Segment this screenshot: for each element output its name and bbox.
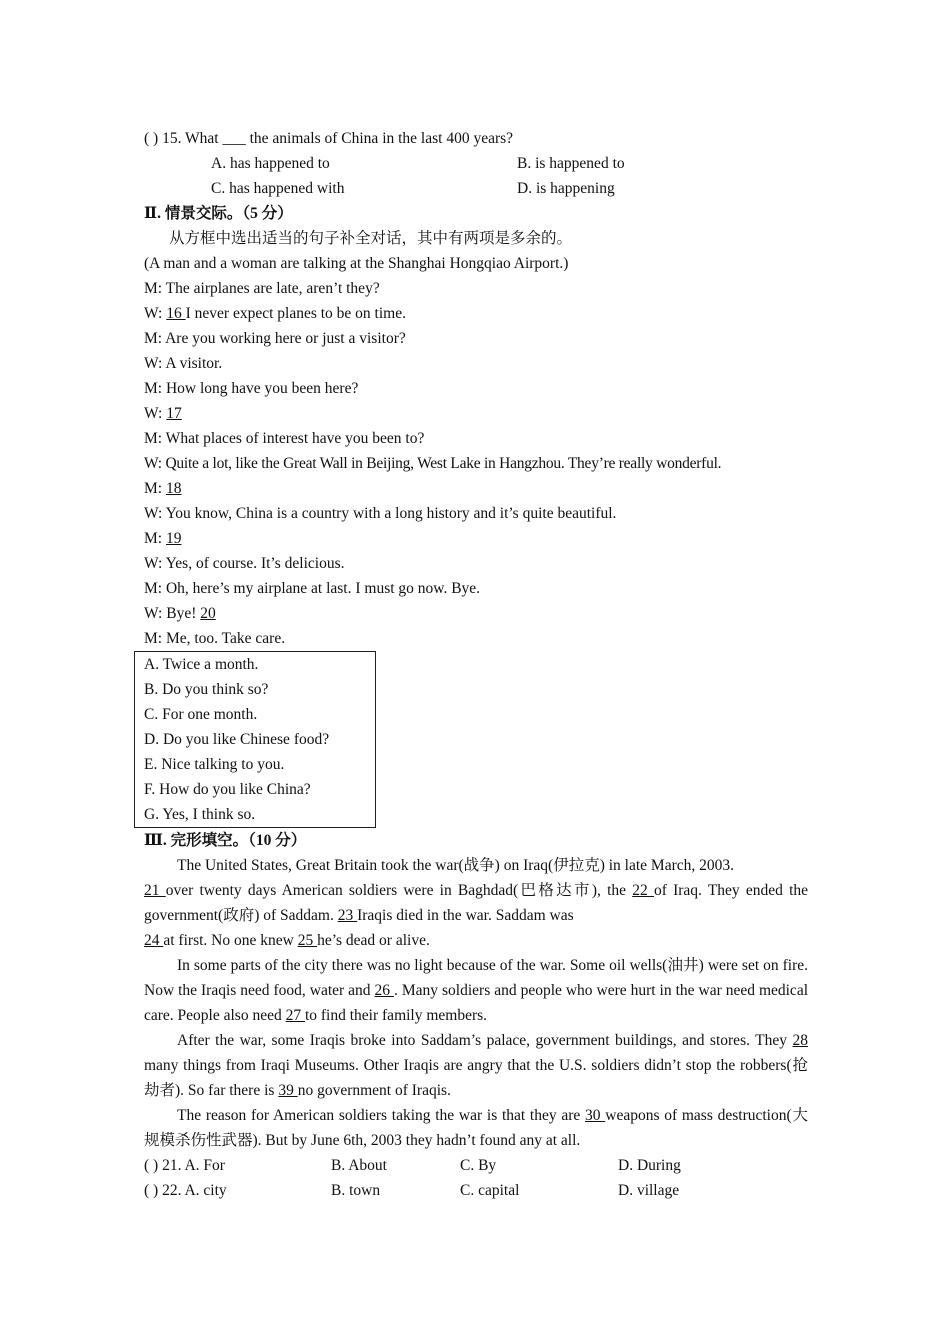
dialogue-line	[144, 301, 808, 326]
passage-text: After the war, some Iraqis broke into Saddam’s palace, government buildings, and stores. They	[177, 1032, 793, 1049]
choice-a: A. Twice a month.	[144, 656, 259, 673]
option-d: D. is happening	[517, 180, 615, 197]
dialogue-line: M: Oh, here’s my airplane at last. I must go now. Bye.	[144, 580, 481, 597]
blank-25: 25	[297, 932, 318, 949]
speaker: W:	[144, 305, 167, 322]
section-2-instruction: 从方框中选出适当的句子补全对话，其中有两项是多余的。	[169, 230, 573, 247]
blank-39: 39	[278, 1082, 298, 1099]
passage-text: Iraqis died in the war. Saddam was	[357, 907, 574, 924]
option-c: C. capital	[460, 1182, 520, 1199]
passage-text: The reason for American soldiers taking the war is that they are	[177, 1107, 586, 1124]
passage-text: In some parts of the city there was no light because of the war. Some oil wells(油井) were set on fire. Now the Iraqis need food, water and	[144, 957, 808, 999]
dialogue-context: (A man and a woman are talking at the Shanghai Hongqiao Airport.)	[144, 255, 569, 272]
speaker: W:	[144, 405, 167, 422]
section-2-title: Ⅱ. 情景交际。（5 分）	[144, 205, 293, 222]
blank-23: 23	[337, 907, 358, 924]
passage-paragraph-4	[144, 1103, 808, 1153]
question-15-stem: ( ) 15. What ___ the animals of China in the last 400 years?	[144, 130, 514, 147]
section-3-title: Ⅲ. 完形填空。（10 分）	[144, 832, 307, 849]
blank-17: 17	[166, 405, 182, 422]
dialogue-line: W: You know, China is a country with a long history and it’s quite beautiful.	[144, 505, 617, 522]
blank-27: 27	[285, 1007, 305, 1024]
dialogue-line: M: The airplanes are late, aren’t they?	[144, 280, 380, 297]
passage-text: of Iraq. They ended the government(政府) of Saddam.	[144, 882, 809, 924]
blank-20: 20	[200, 605, 216, 622]
blank-16: 16	[166, 305, 186, 322]
question-15-options-row-1	[144, 151, 808, 176]
dialogue-line	[144, 526, 808, 551]
choice-g: G. Yes, I think so.	[144, 806, 256, 823]
blank-22: 22	[632, 882, 654, 899]
option-b: B. is happened to	[517, 155, 625, 172]
dialogue-line	[144, 601, 808, 626]
question-21-stem: ( ) 21. A. For	[144, 1157, 225, 1174]
blank-30: 30	[585, 1107, 606, 1124]
passage-text: weapons of mass destruction(大规模杀伤性武器). But by June 6th, 2003 they hadn’t found any at all.	[144, 1107, 808, 1149]
blank-24: 24	[144, 932, 164, 949]
option-b: B. About	[331, 1157, 387, 1174]
option-a: A. has happened to	[211, 155, 330, 172]
speaker: M:	[144, 480, 166, 497]
dialogue-line: M: Are you working here or just a visitor?	[144, 330, 406, 347]
passage-paragraph-1-end	[144, 928, 808, 953]
option-c: C. By	[460, 1157, 497, 1174]
speaker: W: Bye!	[144, 605, 201, 622]
choice-e: E. Nice talking to you.	[144, 756, 285, 773]
question-22-stem: ( ) 22. A. city	[144, 1182, 227, 1199]
option-d: D. During	[618, 1157, 681, 1174]
dialogue-line: M: How long have you been here?	[144, 380, 359, 397]
dialogue-line: M: Me, too. Take care.	[144, 630, 286, 647]
option-d: D. village	[618, 1182, 680, 1199]
passage-text: . Many soldiers and people who were hurt in the war need medical care. People also need	[144, 982, 809, 1024]
passage-paragraph-2	[144, 953, 808, 1028]
dialogue-line: M: What places of interest have you been to?	[144, 430, 425, 447]
blank-19: 19	[165, 530, 182, 547]
dialogue-line: W: Quite a lot, like the Great Wall in Beijing, West Lake in Hangzhou. They’re really wonderful.	[144, 455, 722, 472]
dialogue-line	[144, 476, 808, 501]
blank-28: 28	[792, 1032, 808, 1049]
question-22	[144, 1178, 808, 1203]
choice-b: B. Do you think so?	[144, 681, 269, 698]
question-15-options-row-2	[144, 176, 808, 201]
choice-d: D. Do you like Chinese food?	[144, 731, 330, 748]
passage-text: he’s dead or alive.	[317, 932, 430, 949]
worksheet-page	[144, 126, 808, 1203]
dialogue-line: W: Yes, of course. It’s delicious.	[144, 555, 345, 572]
choice-c: C. For one month.	[144, 706, 258, 723]
blank-18: 18	[165, 480, 182, 497]
passage-text: many things from Iraqi Museums. Other Iraqis are angry that the U.S. soldiers didn’t stop the robbers(抢劫者). So far there is	[144, 1057, 808, 1099]
passage-text: no government of Iraqis.	[297, 1082, 451, 1099]
blank-26: 26	[374, 982, 395, 999]
choice-f: F. How do you like China?	[144, 781, 311, 798]
dialogue-text: I never expect planes to be on time.	[185, 305, 406, 322]
question-21	[144, 1153, 808, 1178]
dialogue-line	[144, 401, 808, 426]
option-b: B. town	[331, 1182, 381, 1199]
option-c: C. has happened with	[211, 180, 345, 197]
speaker: M:	[144, 530, 166, 547]
passage-text: to find their family members.	[304, 1007, 488, 1024]
passage-paragraph-3	[144, 1028, 808, 1103]
blank-21: 21	[144, 882, 166, 899]
passage-text: at first. No one knew	[163, 932, 298, 949]
passage-paragraph-1-line-1: The United States, Great Britain took the war(战争) on Iraq(伊拉克) in late March, 2003.	[177, 857, 734, 874]
choices-box	[134, 651, 376, 828]
dialogue-line: W: A visitor.	[144, 355, 223, 372]
passage-text: over twenty days American soldiers were in Baghdad(巴格达市), the	[165, 882, 633, 899]
passage-paragraph-1-body	[144, 878, 808, 928]
